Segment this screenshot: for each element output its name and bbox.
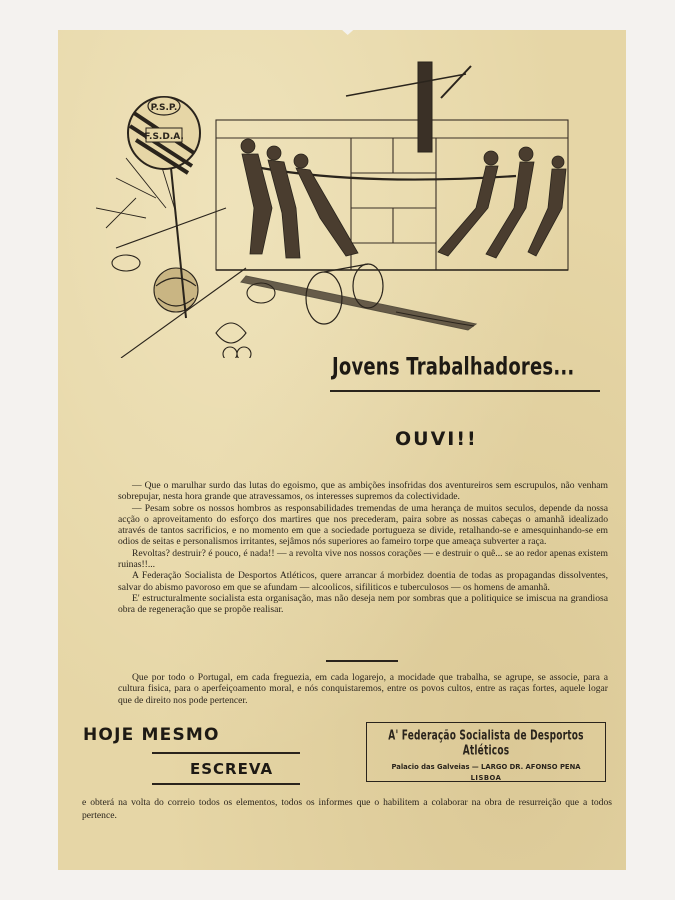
cta-divider-bottom xyxy=(152,783,300,785)
paragraph: — Que o marulhar surdo das lutas do egoismo, que as ambições insofridas dos aventureiros sem escrupulos, não venham sobrepujar, nesta hora grande que atravessamos, os interesses supremos da colectividade. xyxy=(118,480,608,503)
address-box xyxy=(366,722,606,782)
paragraph: Revoltas? destruir? é pouco, é nada!! — a revolta vive nos nossos corações — e destruir o quê... se ao redor apenas existem ruinas!!... xyxy=(118,547,608,571)
address-organization: A' Federação Socialista de Desportos Atléticos xyxy=(388,729,584,759)
ground-and-oar xyxy=(216,270,568,330)
headline: Jovens Trabalhadores... xyxy=(332,353,575,382)
section-divider xyxy=(326,660,398,662)
address-street: Palacio das Galveias — LARGO DR. AFONSO PENA xyxy=(391,763,581,771)
footer-text: e obterá na volta do correio todos os elementos, todos os informes que o habilitem a colaborar na obra de resurreição que a todos pertence. xyxy=(82,797,612,821)
emblem-center-label: F.S.D.A. xyxy=(144,132,184,142)
tug-of-war-illustration xyxy=(96,58,576,358)
subheadline: OUVI!! xyxy=(395,428,478,450)
body-text xyxy=(118,480,608,616)
fsda-emblem xyxy=(128,97,200,173)
headline-underline xyxy=(330,390,600,392)
right-team-figures xyxy=(438,147,566,258)
paragraph: — Pesam sobre os nossos hombros as responsabilidades tremendas de uma herança de muitos seculos, depende da nossa acção o aproveitamento do esforço dos martires que nos precederam, paira sobre as nossas cabeças o amanhã idealizado através de tantos sacrificios, e no momento em que a sociedade portugueza se divide, retalhando-se e amesquinhando-se em odios de seitas e personalismos irritantes, sejâmos nós superiores ao fameiro torpe que ameaça subverter a raça. xyxy=(118,502,608,548)
emblem-top-label: P.S.P. xyxy=(150,103,178,113)
call-to-action-line2: ESCREVA xyxy=(190,760,274,778)
address-city: LISBOA xyxy=(470,774,502,782)
call-to-action-line1: HOJE MESMO xyxy=(83,725,220,745)
closing-paragraph: Que por todo o Portugal, em cada freguezia, em cada logarejo, a mocidade que trabalha, se agrupe, se associe, para a cultura fisica, para o aperfeiçoamento moral, e nós conquistaremos, entre os povos cultos, entre as raças fortes, aquele logar que de direito nos pode pertencer. xyxy=(118,672,608,706)
paragraph: E' estructuralmente socialista esta organisação, mas não deseja nem por sombras que a politiquice se imiscua na grandiosa obra de regeneração que se propõe realisar. xyxy=(118,592,608,616)
paragraph: A Federação Socialista de Desportos Atléticos, quere arrancar á morbidez doentia de todas as propagandas dissolventes, salvar do abismo pavoroso em que se afundam — alcoolicos, sifiliticos e tuberculosos — os homens de amanhã. xyxy=(118,570,608,593)
left-team-figures xyxy=(241,139,358,258)
cta-divider-top xyxy=(152,752,300,754)
